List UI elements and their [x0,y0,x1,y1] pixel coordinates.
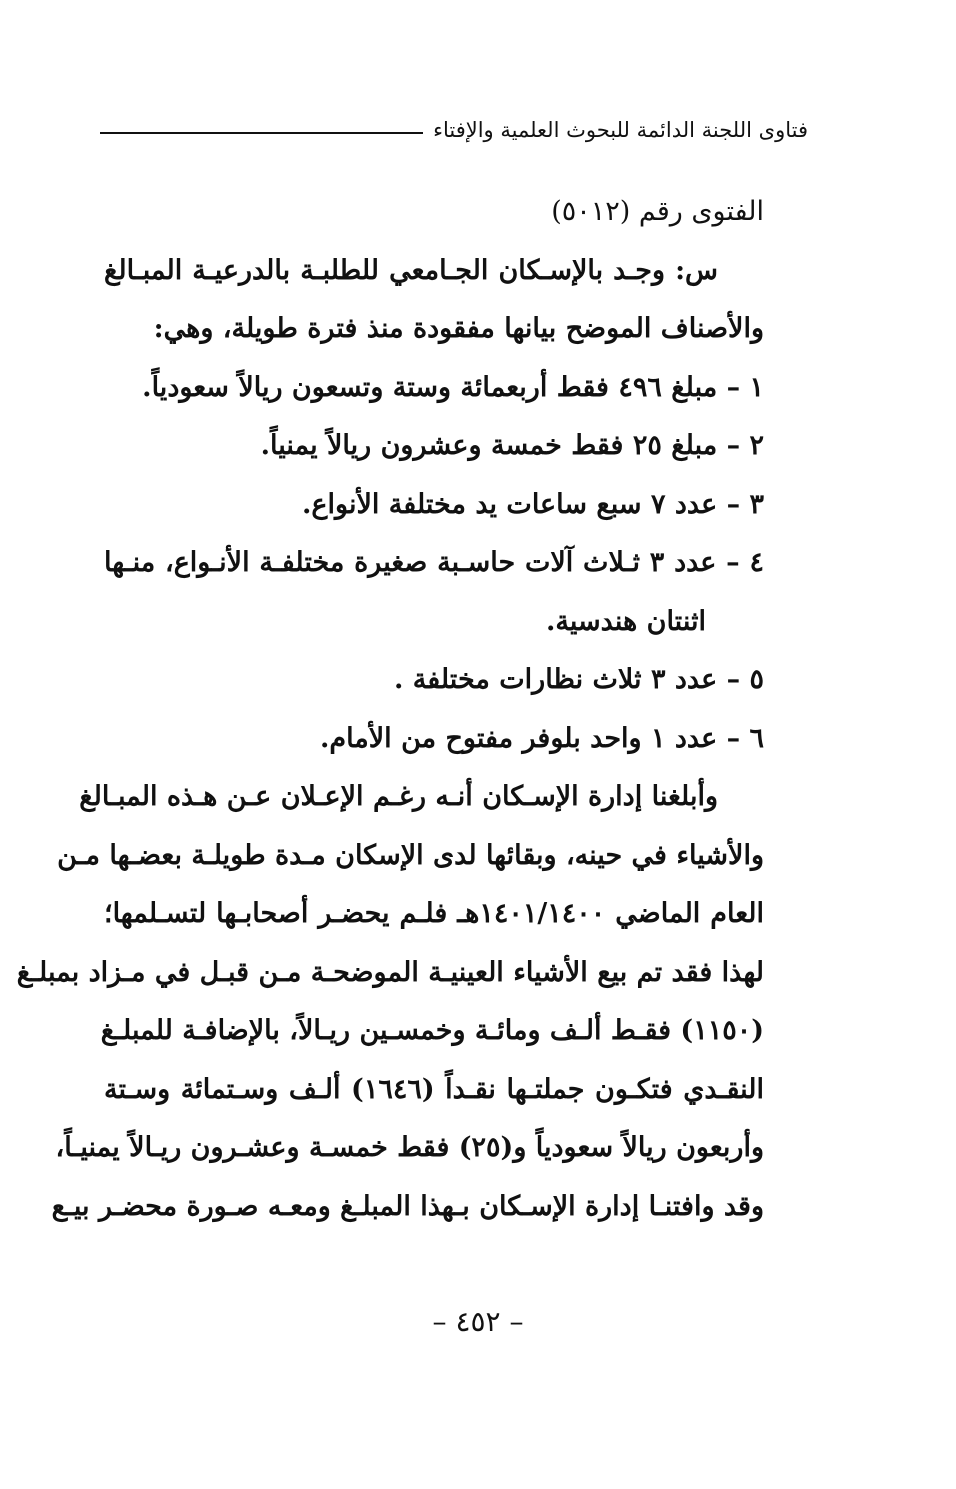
list-item: ٤ – عدد ٣ ثـلاث آلات حاسـبة صغيرة مختلفـة الأنـواع، منـها [104,547,764,578]
main-text [16,183,764,1236]
question-line: والأصناف الموضح بيانها مفقودة منذ فترة طويلة، وهي: [153,313,764,344]
list-item: ٢ – مبلغ ٢٥ فقط خمسة وعشرون ريالاً يمنياً. [260,430,764,461]
paragraph-line: لهذا فقد تم بيع الأشياء العينيـة الموضحـة مـن قبـل في مـزاد بمبلـغ [16,956,764,988]
paragraph-line: وأبلغنا إدارة الإسـكان أنـه رغـم الإعـلان عـن هـذه المبـالغ [79,781,718,812]
page-number: – ٤٥٢ – [432,1305,524,1338]
paragraph-line: العام الماضي ١٤٠١/١٤٠٠هـ فلـم يحضـر أصحابـها لتسـلمها؛ [104,898,764,929]
list-item: ١ – مبلغ ٤٩٦ فقط أربعمائة وستة وتسعون ريالاً سعودياً. [142,371,764,403]
list-item: ٥ – عدد ٣ ثلاث نظارات مختلفة . [393,664,764,695]
paragraph-line: وقد وافتنـا إدارة الإسـكان بـهذا المبلـغ ومعـه صـورة محضـر بيـع [51,1190,764,1222]
list-item-continuation: اثنتان هندسية. [546,605,706,637]
list-item: ٦ – عدد ١ واحد بلوفر مفتوح من الأمام. [319,722,764,754]
running-header [100,112,808,148]
header-rule [100,132,423,134]
question-line: س: وجـد بالإسـكان الجـامعي للطلبـة بالدرعيـة المبـالغ [104,254,718,286]
header-title: فتاوى اللجنة الدائمة للبحوث العلمية والإفتاء [433,118,808,142]
paragraph-line: وأربعون ريالاً سعودياً و(٢٥) فقط خمسـة وعشـرون ريـالاً يمنيـاً، [55,1132,764,1163]
paragraph-line: والأشياء في حينه، وبقائها لدى الإسكان مـدة طويلـة بعضـها مـن [57,839,764,871]
list-item: ٣ – عدد ٧ سبع ساعات يد مختلفة الأنواع. [302,488,764,520]
paragraph-line: النقـدي فتكـون جملتـها نقـداً (١٦٤٦) ألـف وسـتمائة وسـتة [104,1073,764,1105]
paragraph-line: (١١٥٠) فقـط ألـف ومائـة وخمسـين ريـالاً، بالإضافـة للمبلـغ [100,1015,764,1046]
fatwa-title: الفتوى رقم (٥٠١٢) [551,196,764,227]
